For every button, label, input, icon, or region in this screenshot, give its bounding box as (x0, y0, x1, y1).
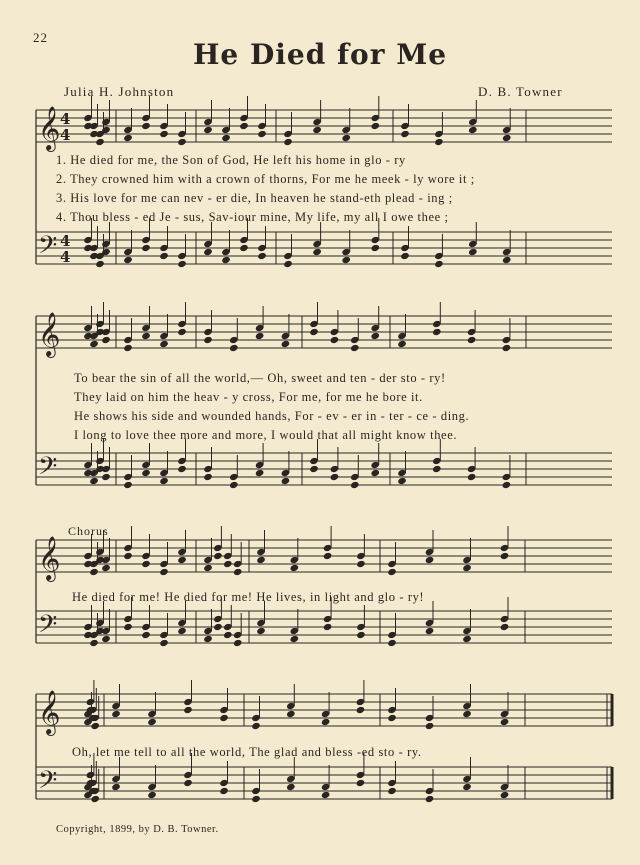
note-head (341, 256, 351, 264)
note-head (141, 244, 151, 252)
note-head (177, 260, 187, 268)
note-head (223, 631, 233, 639)
verse-line-3: 3. His love for me can nev - er die, In heaven he stand-eth plead - ing ; (56, 191, 453, 205)
note-head (341, 134, 351, 142)
note-head (434, 260, 444, 268)
note-head (400, 252, 410, 260)
note-head (425, 722, 435, 730)
note-head (462, 635, 472, 643)
note-head (255, 332, 265, 340)
note-head (141, 122, 151, 130)
note-head (233, 568, 243, 576)
note-head (371, 244, 381, 252)
bass-clef-icon: 𝄢 (38, 231, 58, 266)
note-head (371, 122, 381, 130)
composer-credit: D. B. Towner (478, 84, 563, 99)
note-head (203, 635, 213, 643)
note-head (159, 568, 169, 576)
note-head (159, 252, 169, 260)
chorus-line-1: He died for me! He died for me! He lives, in light and glo - ry! (72, 590, 425, 604)
note-head (281, 477, 291, 485)
note-head (159, 639, 169, 647)
note-head (251, 722, 261, 730)
note-head (203, 336, 213, 344)
note-head (229, 344, 239, 352)
note-head (321, 791, 331, 799)
note-head (330, 473, 340, 481)
note-head (283, 260, 293, 268)
note-head (89, 477, 99, 485)
note-head (281, 340, 291, 348)
note-head (239, 244, 249, 252)
note-head (387, 714, 397, 722)
note-head (147, 718, 157, 726)
note-head (123, 552, 133, 560)
note-head (177, 138, 187, 146)
note-head (286, 710, 296, 718)
note-head (89, 639, 99, 647)
note-head (350, 481, 360, 489)
note-head (123, 344, 133, 352)
treble-clef-icon: 𝄞 (38, 536, 61, 580)
treble-clef-icon: 𝄞 (38, 106, 61, 150)
verse-cont-line-2: They laid on him the heav - y cross, For me, for me he bore it. (74, 390, 423, 404)
note-head (141, 332, 151, 340)
verse-line-4: 4. Thou bless - ed Je - sus, Sav-iour mine, My life, my all I owe thee ; (56, 210, 449, 224)
note-head (90, 795, 100, 803)
note-head (89, 568, 99, 576)
note-head (309, 328, 319, 336)
note-head (219, 787, 229, 795)
note-head (425, 556, 435, 564)
note-head (123, 481, 133, 489)
note-head (290, 635, 300, 643)
note-head (467, 473, 477, 481)
treble-clef-icon: 𝄞 (38, 690, 61, 734)
note-head (502, 134, 512, 142)
note-head (159, 340, 169, 348)
note-head (397, 477, 407, 485)
verse-line-1: 1. He died for me, the Son of God, He left his home in glo - ry (56, 153, 406, 167)
note-head (177, 627, 187, 635)
note-head (356, 631, 366, 639)
note-head (95, 138, 105, 146)
note-head (400, 130, 410, 138)
lyricist-credit: Julia H. Johnston (64, 84, 175, 99)
note-head (500, 623, 510, 631)
bass-clef-icon: 𝄢 (38, 766, 58, 801)
time-signature: 4 (60, 248, 71, 266)
note-head (229, 481, 239, 489)
note-head (500, 791, 510, 799)
chorus-label: Chorus (68, 524, 109, 538)
time-signature: 4 (60, 232, 71, 250)
hymn-title: He Died for Me (192, 38, 448, 71)
note-head (223, 560, 233, 568)
note-head (462, 783, 472, 791)
note-head (312, 126, 322, 134)
note-head (177, 465, 187, 473)
note-head (183, 779, 193, 787)
note-head (233, 639, 243, 647)
note-head (159, 477, 169, 485)
chorus-line-2: Oh, let me tell to all the world, The glad and bless -ed sto - ry. (72, 745, 422, 759)
note-head (387, 787, 397, 795)
note-head (251, 795, 261, 803)
note-head (425, 795, 435, 803)
note-head (141, 560, 151, 568)
note-head (213, 552, 223, 560)
note-head (257, 252, 267, 260)
note-head (95, 260, 105, 268)
note-head (111, 710, 121, 718)
treble-clef-icon: 𝄞 (38, 312, 61, 356)
note-head (89, 340, 99, 348)
note-head (387, 639, 397, 647)
note-head (256, 627, 266, 635)
note-head (203, 126, 213, 134)
note-head (432, 465, 442, 473)
note-head (111, 783, 121, 791)
note-head (356, 779, 366, 787)
note-head (177, 328, 187, 336)
time-signature: 4 (60, 126, 71, 144)
note-head (203, 473, 213, 481)
note-head (101, 635, 111, 643)
note-head (356, 706, 366, 714)
time-signature: 4 (60, 110, 71, 128)
note-head (432, 328, 442, 336)
bass-clef-icon: 𝄢 (38, 610, 58, 645)
note-head (425, 627, 435, 635)
note-head (283, 138, 293, 146)
note-head (183, 706, 193, 714)
note-head (286, 783, 296, 791)
note-head (323, 552, 333, 560)
note-head (290, 564, 300, 572)
note-head (502, 256, 512, 264)
note-head (370, 332, 380, 340)
note-head (177, 556, 187, 564)
note-head (350, 344, 360, 352)
note-head (500, 552, 510, 560)
note-head (462, 710, 472, 718)
note-head (203, 248, 213, 256)
note-head (255, 469, 265, 477)
verse-cont-line-3: He shows his side and wounded hands, For - ev - er in - ter - ce - ding. (74, 409, 470, 423)
note-head (141, 631, 151, 639)
note-head (141, 469, 151, 477)
note-head (468, 248, 478, 256)
note-head (123, 256, 133, 264)
note-head (90, 722, 100, 730)
note-head (502, 481, 512, 489)
note-head (330, 336, 340, 344)
note-head (500, 718, 510, 726)
note-head (147, 791, 157, 799)
page-number: 22 (33, 30, 48, 45)
note-head (468, 126, 478, 134)
note-head (434, 138, 444, 146)
note-head (356, 560, 366, 568)
note-head (397, 340, 407, 348)
note-head (312, 248, 322, 256)
note-head (101, 473, 111, 481)
note-head (159, 130, 169, 138)
note-head (256, 556, 266, 564)
note-head (321, 718, 331, 726)
note-head (462, 564, 472, 572)
bass-clef-icon: 𝄢 (38, 452, 58, 487)
note-head (101, 564, 111, 572)
note-head (101, 336, 111, 344)
note-head (219, 714, 229, 722)
copyright-notice: Copyright, 1899, by D. B. Towner. (56, 824, 219, 835)
note-head (502, 344, 512, 352)
verse-cont-line-4: I long to love thee more and more, I would that all might know thee. (74, 428, 458, 442)
note-head (257, 130, 267, 138)
note-head (370, 469, 380, 477)
note-head (467, 336, 477, 344)
note-head (221, 256, 231, 264)
verse-cont-line-1: To bear the sin of all the world,— Oh, sweet and ten - der sto - ry! (74, 371, 446, 385)
note-head (221, 134, 231, 142)
verse-line-2: 2. They crowned him with a crown of thorns, For me he meek - ly wore it ; (56, 172, 475, 186)
note-head (213, 623, 223, 631)
note-head (123, 623, 133, 631)
note-head (387, 568, 397, 576)
note-head (203, 564, 213, 572)
note-head (323, 623, 333, 631)
note-head (309, 465, 319, 473)
note-head (123, 134, 133, 142)
note-head (239, 122, 249, 130)
